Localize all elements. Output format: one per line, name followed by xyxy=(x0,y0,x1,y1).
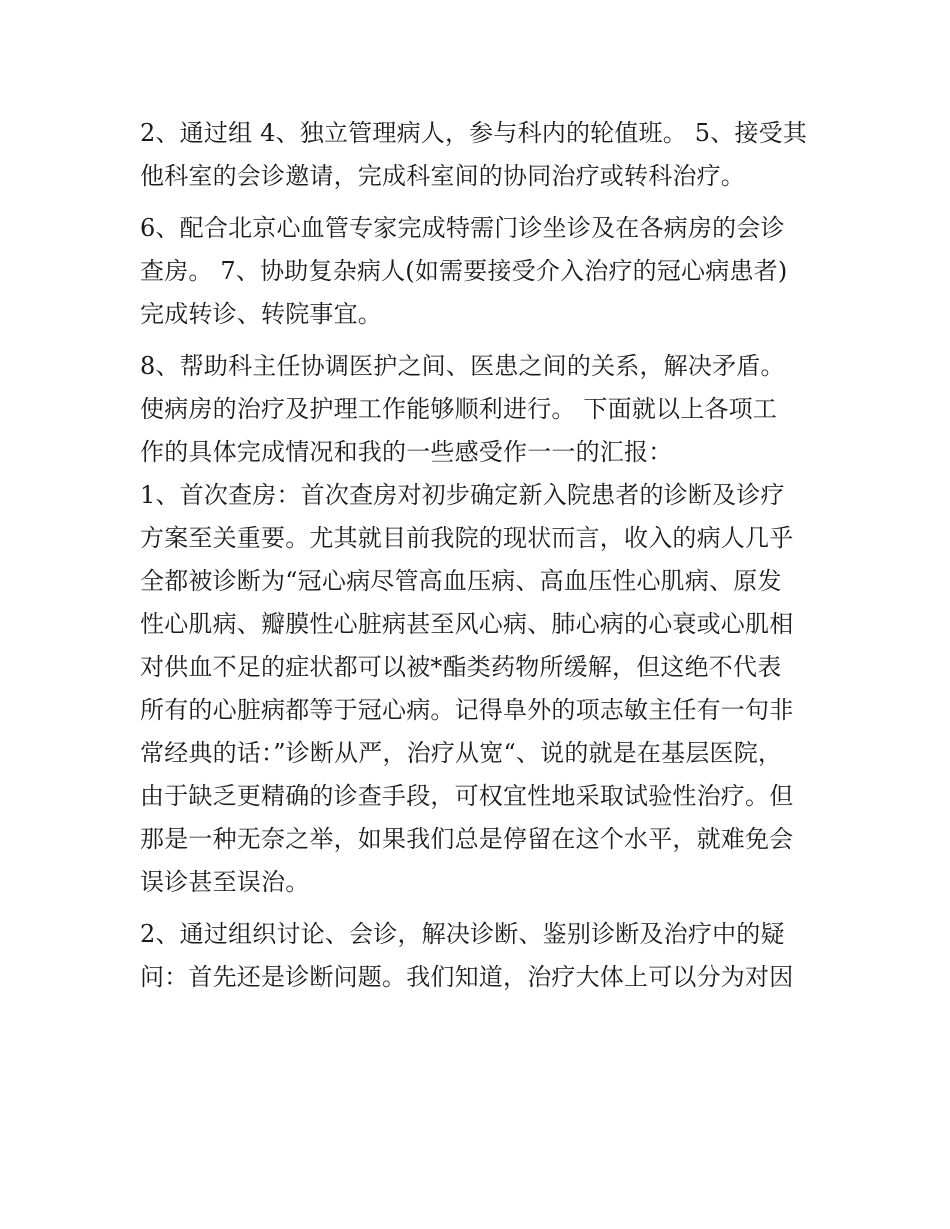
text-line: 作的具体完成情况和我的一些感受作一一的汇报： xyxy=(140,438,673,466)
text-line: 由于缺乏更精确的诊查手段，可权宜性地采取试验性治疗。但 xyxy=(140,782,794,810)
text-line: 2、通过组 4、独立管理病人，参与科内的轮值班。 5、接受其 xyxy=(140,119,808,147)
text-line: 完成转诊、转院事宜。 xyxy=(140,300,382,328)
paragraph-duties-6-7 xyxy=(140,207,820,336)
paragraph-duty-8-and-first-rounds xyxy=(140,345,820,904)
paragraph-duties-2-5 xyxy=(140,112,820,198)
text-line: 1、首次查房：首次查房对初步确定新入院患者的诊断及诊疗 xyxy=(140,481,785,509)
text-line: 他科室的会诊邀请，完成科室间的协同治疗或转科治疗。 xyxy=(140,162,745,190)
text-line: 8、帮助科主任协调医护之间、医患之间的关系，解决矛盾。 xyxy=(140,352,785,380)
text-line: 6、配合北京心血管专家完成特需门诊坐诊及在各病房的会诊 xyxy=(140,214,785,242)
text-line: 所有的心脏病都等于冠心病。记得阜外的项志敏主任有一句非 xyxy=(140,696,794,724)
text-line: 误诊甚至误治。 xyxy=(140,868,310,896)
text-line: 问：首先还是诊断问题。我们知道，治疗大体上可以分为对因 xyxy=(140,963,794,991)
text-line: 对供血不足的症状都可以被*酯类药物所缓解，但这绝不代表 xyxy=(140,653,782,681)
text-line: 2、通过组织讨论、会诊，解决诊断、鉴别诊断及治疗中的疑 xyxy=(140,920,785,948)
text-line: 使病房的治疗及护理工作能够顺利进行。 下面就以上各项工 xyxy=(140,395,778,423)
text-line: 常经典的话：”诊断从严，治疗从宽“、说的就是在基层医院， xyxy=(140,739,783,767)
text-line: 方案至关重要。尤其就目前我院的现状而言，收入的病人几乎 xyxy=(140,524,794,552)
document-body xyxy=(140,112,820,1008)
text-line: 性心肌病、瓣膜性心脏病甚至风心病、肺心病的心衰或心肌相 xyxy=(140,610,794,638)
text-line: 查房。 7、协助复杂病人(如需要接受介入治疗的冠心病患者) xyxy=(140,257,788,285)
text-line: 那是一种无奈之举，如果我们总是停留在这个水平，就难免会 xyxy=(140,825,794,853)
paragraph-discussion-consultation xyxy=(140,913,820,999)
text-line: 全都被诊断为“冠心病尽管高血压病、高血压性心肌病、原发 xyxy=(140,567,782,595)
